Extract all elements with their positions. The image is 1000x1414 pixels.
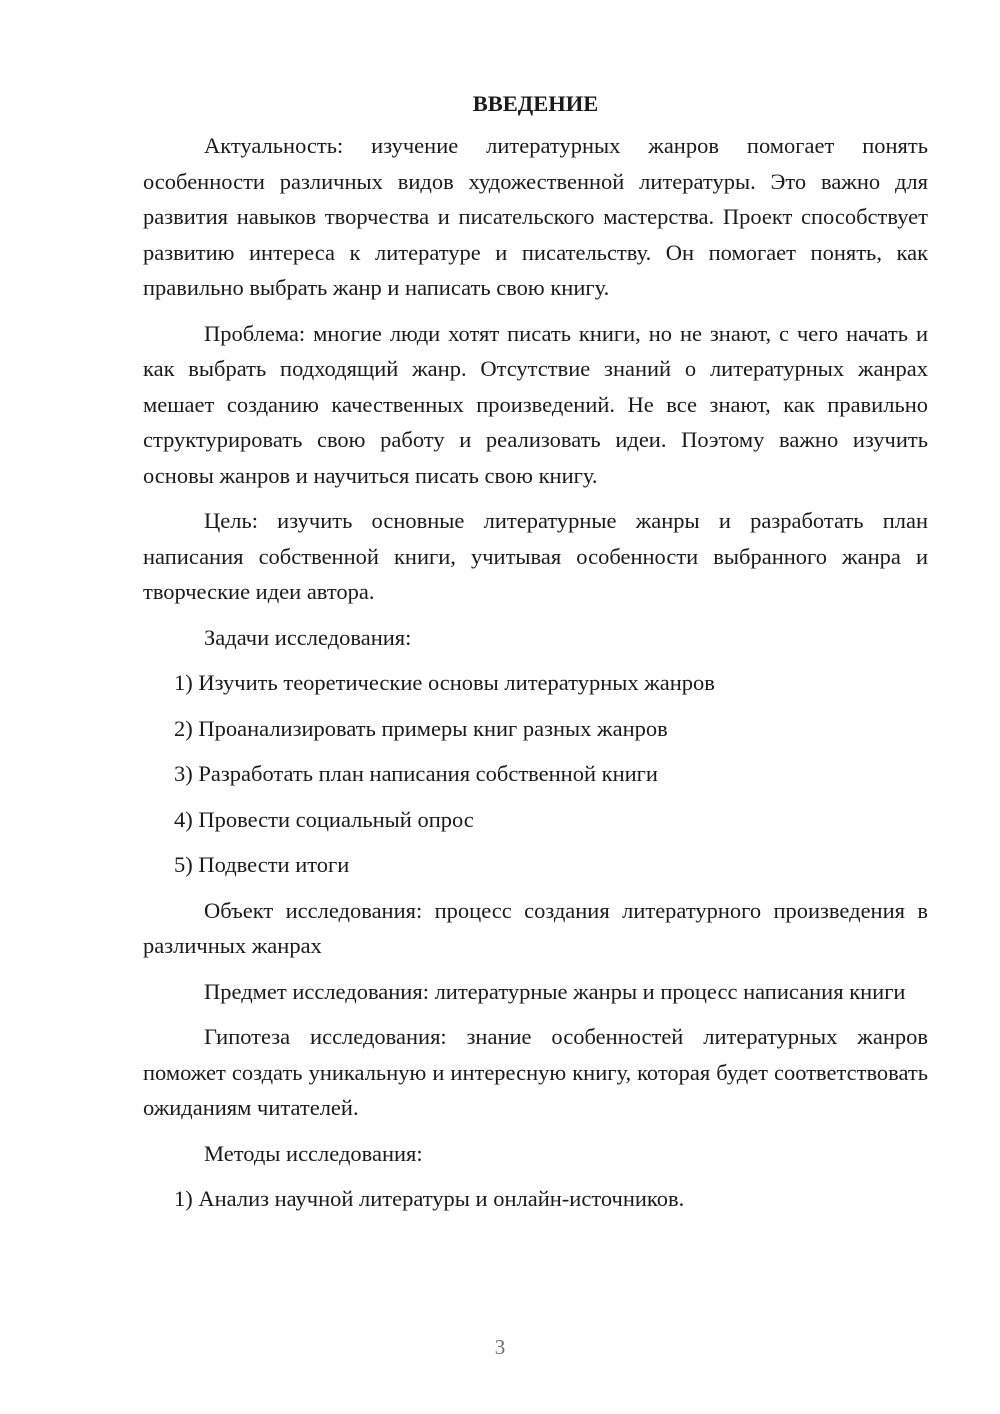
task-item: 4) Провести социальный опрос xyxy=(174,806,474,832)
paragraph-goal: Цель: изучить основные литературные жанры и разработать план написания собственной книги, учитывая особенности выбранного жанра и творческие идеи автора. xyxy=(143,508,928,604)
task-item: 3) Разработать план написания собственной книги xyxy=(174,761,658,786)
task-item: 2) Проанализировать примеры книг разных жанров xyxy=(174,715,668,741)
task-item: 1) Изучить теоретические основы литературных жанров xyxy=(174,670,715,695)
task-item: 5) Подвести итоги xyxy=(174,852,350,877)
methods-heading: Методы исследования: xyxy=(204,1140,423,1166)
page-number: 3 xyxy=(494,1335,506,1359)
paragraph-problem: Проблема: многие люди хотят писать книги, но не знают, с чего начать и как выбрать подходящий жанр. Отсутствие знаний о литературных жанрах мешает созданию качественных произведений. Не все знают, как правильно структурировать свою работу и реализовать идеи. Поэтому важно изучить основы жанров и научиться писать свою книгу. xyxy=(143,320,928,488)
document-page xyxy=(143,90,928,1227)
paragraph-hypothesis: Гипотеза исследования: знание особенностей литературных жанров поможет создать уникальную и интересную книгу, которая будет соответствовать ожиданиям читателей. xyxy=(143,1024,928,1120)
tasks-heading: Задачи исследования: xyxy=(204,624,412,650)
section-title: ВВЕДЕНИЕ xyxy=(472,91,599,116)
paragraph-object: Объект исследования: процесс создания литературного произведения в различных жанрах xyxy=(143,897,928,958)
paragraph-subject: Предмет исследования: литературные жанры и процесс написания книги xyxy=(204,978,906,1004)
method-item: 1) Анализ научной литературы и онлайн-источников. xyxy=(174,1186,685,1211)
paragraph-relevance: Актуальность: изучение литературных жанров помогает понять особенности различных видов художественной литературы. Это важно для развития навыков творчества и писательского мастерства. Проект способствует развитию интереса к литературе и писательству. Он помогает понять, как правильно выбрать жанр и написать свою книгу. xyxy=(143,133,928,300)
